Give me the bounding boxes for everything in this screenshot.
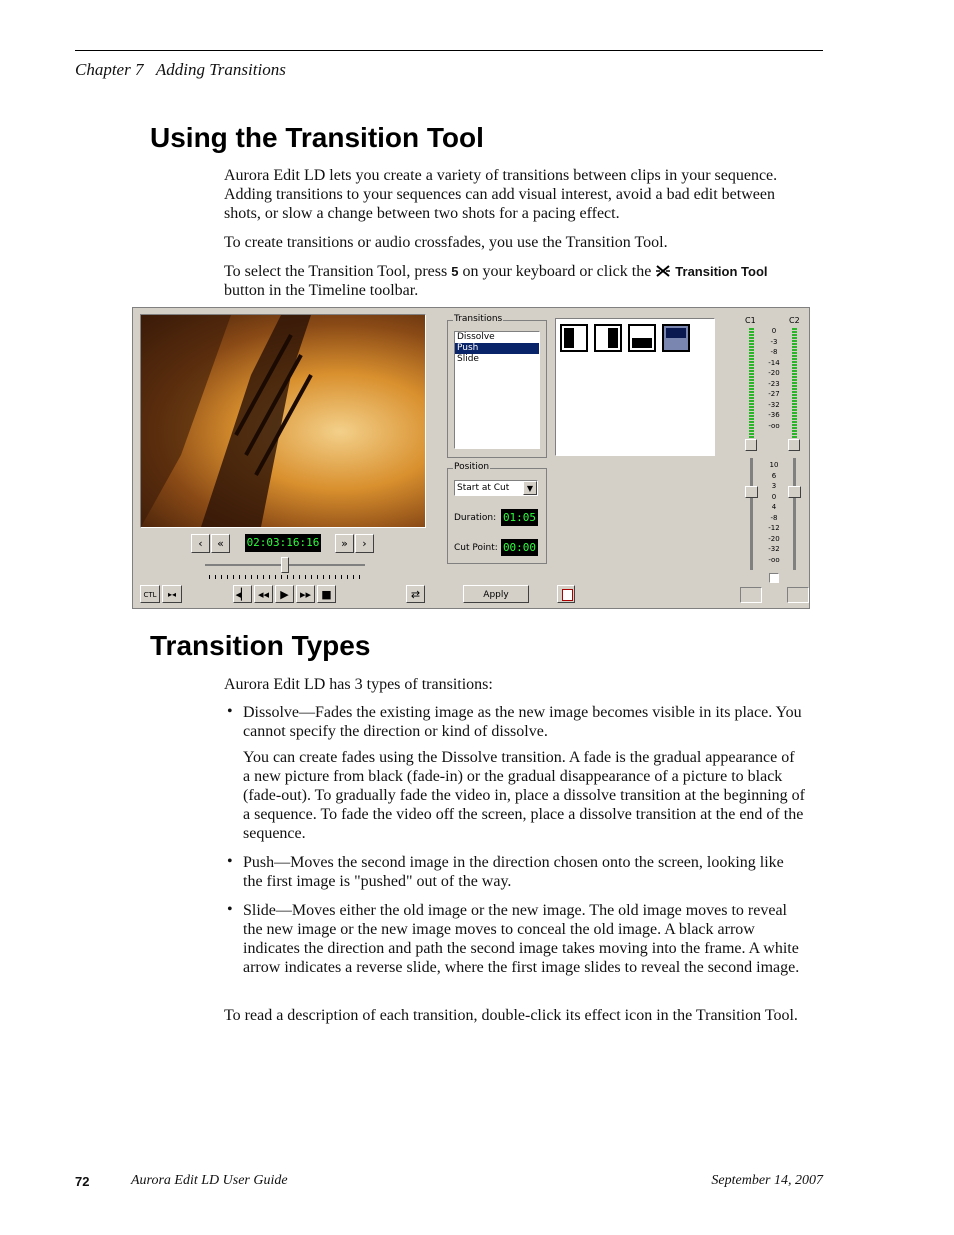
select-text-a: To select the Transition Tool, press [224,263,452,280]
position-select[interactable] [454,480,538,496]
cutpoint-label: Cut Point: [454,543,498,553]
fader-c2-track [793,458,796,570]
preview-video [140,314,426,528]
fader-c1-track [750,458,753,570]
next-button[interactable]: ▸▸ [296,585,315,603]
play-reverse-button[interactable]: ◂▏ [233,585,252,603]
paragraph-transition-tool: To create transitions or audio crossfades, you use the Transition Tool. [224,234,668,251]
footer-guide-title: Aurora Edit LD User Guide [131,1173,288,1188]
footer-date: September 14, 2007 [711,1173,823,1188]
ctl-button[interactable]: CTL [140,585,160,603]
meter-c2-bar [792,328,797,438]
transition-item-push[interactable]: Push [455,343,539,354]
intro-paragraph: Aurora Edit LD lets you create a variety of transitions between clips in your sequence. Adding transitions to your sequences can add visual interest, avoid a bad edit between shots, or slow a change between two shots for a pacing effect. [224,167,778,222]
transition-item-slide[interactable]: Slide [457,354,479,364]
push-right-effect-icon[interactable] [594,324,622,352]
push-left-effect-icon[interactable] [560,324,588,352]
duration-field[interactable]: 01:05 [502,511,537,524]
fader-c2-handle[interactable] [788,486,801,498]
section-title-transition-types: Transition Types [150,630,371,661]
transitions-list[interactable] [454,331,540,449]
header-rule [75,50,823,51]
meter-c2-label: C2 [789,316,800,325]
dissolve-fade-paragraph: You can create fades using the Dissolve transition. A fade is the gradual appearance of a new picture from black (fade-in) or the gradual disappearance of a picture to black (fade-out). To gradually fade the video in, place a dissolve transition at the beginning of a sequence. To fade the video off the screen, place a dissolve transition at the end of the sequence. [243,749,805,842]
bullet-slide-marker: • [227,901,233,918]
types-intro: Aurora Edit LD has 3 types of transitions: [224,676,493,693]
closing-paragraph: To read a description of each transition, double-click its effect icon in the Transition Tool. [224,1007,798,1024]
fast-forward-button[interactable]: » [335,534,354,553]
transition-settings-icon[interactable] [557,585,575,603]
play-button[interactable]: ▶ [275,585,294,603]
running-head: Chapter 7 Adding Transitions [75,60,286,79]
position-value: Start at Cut [457,483,510,493]
fader-scale: 10 6 3 0 4 -8 -12 -20 -32 -oo [768,461,780,564]
push-down-effect-icon[interactable] [662,324,690,352]
page-number: 72 [75,1174,90,1189]
select-text-b: on your keyboard or click the [458,263,656,280]
fader-c1-handle[interactable] [745,486,758,498]
position-label: Position [454,462,490,472]
transition-tool-button-label: Transition Tool [675,264,768,279]
c1-mute-box[interactable] [740,587,762,603]
select-text-c: button in the Timeline toolbar. [224,282,419,299]
jog-slider-handle[interactable] [281,557,289,573]
c2-mute-box[interactable] [787,587,809,603]
paragraph-select-tool [224,262,804,300]
meter-c2-peak-button[interactable] [788,439,800,451]
meter-c1-label: C1 [745,316,756,325]
link-checkbox[interactable] [769,573,779,583]
jog-ticks [209,575,361,579]
bullet-dissolve: Dissolve—Fades the existing image as the new image becomes visible in its place. You cannot specify the direction or kind of dissolve. [243,704,802,740]
bullet-slide: Slide—Moves either the old image or the new image. The old image moves to reveal the new image or the new image moves to conceal the old image. A black arrow indicates the direction and path the second image takes moving into the frame. A white arrow indicates a reverse slide, where the first image slides to reveal the second image. [243,902,800,976]
transitions-group [447,314,547,458]
previous-button[interactable]: ◂◂ [254,585,273,603]
step-back-button[interactable]: ‹ [191,534,210,553]
step-forward-button[interactable]: › [355,534,374,553]
bullet-push: Push—Moves the second image in the direction chosen onto the screen, looking like the first image is "pushed" out of the way. [243,854,784,890]
timecode-display: 02:03:16:16 [245,534,321,552]
stop-button[interactable]: ■ [317,585,336,603]
position-group [447,462,547,564]
transition-tool-icon [655,263,671,280]
rewind-button[interactable]: « [211,534,230,553]
bullet-push-marker: • [227,853,233,870]
transition-tool-screenshot [132,307,810,609]
marker-button[interactable]: ▸◂ [162,585,182,603]
duration-label: Duration: [454,513,497,523]
transitions-label: Transitions [454,314,503,324]
meter-c1-peak-button[interactable] [745,439,757,451]
push-up-effect-icon[interactable] [628,324,656,352]
apply-button[interactable]: Apply [463,585,529,603]
meter-c1-bar [749,328,754,438]
cutpoint-field[interactable]: 00:00 [502,541,537,554]
chevron-down-icon[interactable]: ▼ [523,481,537,495]
transition-item-dissolve[interactable]: Dissolve [457,332,495,342]
loop-button[interactable]: ⇄ [406,585,425,603]
key-5: 5 [451,264,459,279]
section-title-transition-tool: Using the Transition Tool [150,122,484,153]
meter-scale: 0 -3 -8 -14 -20 -23 -27 -32 -36 -oo [768,327,780,430]
bullet-dissolve-marker: • [227,703,233,720]
effect-icons-panel [555,318,715,456]
